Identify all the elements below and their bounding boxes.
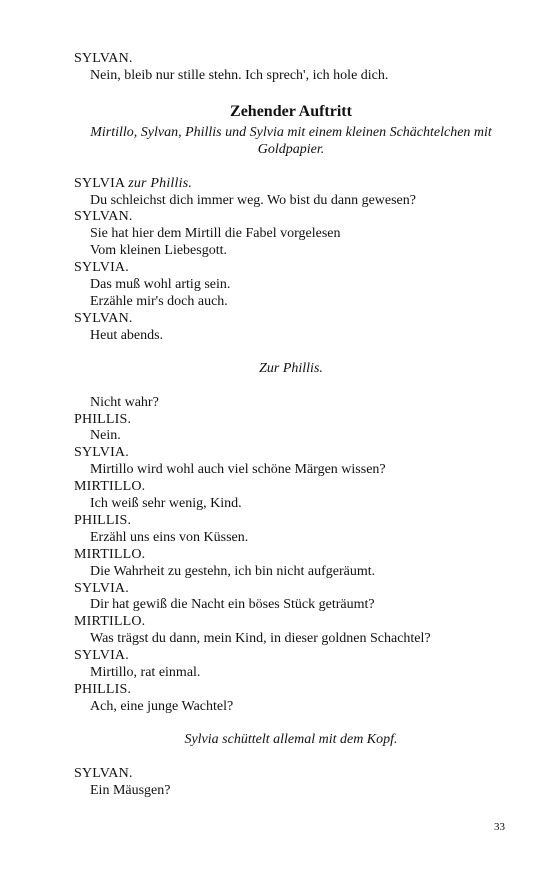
speaker-label: PHILLIS. [74,682,132,697]
speech-line [74,564,508,581]
page-number: 33 [494,821,505,833]
speech-text: Ach, eine junge Wachtel? [90,698,234,714]
speech-line [74,496,508,513]
speech-text: Mirtillo wird wohl auch viel schöne Märgen wissen? [90,462,386,478]
speech-text: Erzähle mir's doch auch. [90,293,228,309]
speaker-label: SYLVIA. [74,648,129,664]
speech-line [74,395,508,412]
speaker-name [74,547,508,564]
speech-text: Nicht wahr? [90,394,159,410]
speaker-label: PHILLIS. [74,411,132,427]
speech-line [74,294,508,311]
speaker-label: SYLVAN. [74,310,133,326]
speaker-name [74,648,508,665]
speaker-label: SYLVIA [74,175,125,191]
speaker-label: MIRTILLO. [74,614,146,630]
speaker-label: SYLVAN. [74,209,133,225]
speech-text: Du schleichst dich immer weg. Wo bist du dann gewesen? [90,192,416,208]
speech-line [74,68,508,85]
speech-text: Ein Mäusgen? [90,782,171,798]
dialogue-block-2 [74,176,508,345]
speech-text: Nein. [90,428,121,444]
scene-heading: Zehender Auftritt [230,102,352,120]
speech-line [74,193,508,210]
speaker-label: MIRTILLO. [74,479,146,495]
speech-text: Nein, bleib nur stille stehn. Ich sprech', ich hole dich. [90,67,389,83]
speaker-name [74,614,508,631]
speech-line [74,631,508,648]
speech-line [74,226,508,243]
speaker-aside: zur Phillis. [128,175,193,191]
speech-line [74,783,508,800]
stage-direction-sylvia-shakes-head: Sylvia schüttelt allemal mit dem Kopf. [184,731,398,747]
play-text [74,51,508,800]
speech-text: Erzähl uns eins von Küssen. [90,529,249,545]
speech-line [74,243,508,260]
speaker-name [74,260,508,277]
speech-line [74,428,508,445]
speech-line [74,462,508,479]
speaker-name [74,479,508,496]
speech-line [74,277,508,294]
speech-line [74,328,508,345]
speaker-name [74,682,508,699]
speaker-name [74,176,508,193]
speaker-name [74,766,508,783]
speaker-name [74,209,508,226]
speaker-name [74,51,508,68]
speech-text: Das muß wohl artig sein. [90,277,231,293]
speaker-label: PHILLIS. [74,512,132,528]
speech-line [74,530,508,547]
dialogue-block-4 [74,766,508,800]
speaker-label: SYLVIA. [74,580,129,596]
speech-text: Mirtillo, rat einmal. [90,665,201,681]
speech-text: Vom kleinen Liebesgott. [90,243,227,259]
speaker-name [74,513,508,530]
speech-line [74,699,508,716]
speech-text: Ich weiß sehr wenig, Kind. [90,496,242,512]
speaker-label: SYLVIA. [74,445,129,461]
speech-text: Was trägst du dann, mein Kind, in dieser goldnen Schachtel? [90,631,431,647]
speech-text: Dir hat gewiß die Nacht ein böses Stück geträumt? [90,597,375,613]
speaker-label: SYLVAN. [74,765,133,781]
speech-line [74,597,508,614]
speaker-label: SYLVIA. [74,260,129,276]
speaker-name [74,311,508,328]
speaker-name [74,412,508,429]
speaker-name [74,445,508,462]
stage-direction-zur-phillis: Zur Phillis. [259,360,323,376]
speech-text: Heut abends. [90,327,164,343]
speech-line [74,665,508,682]
speech-text: Sie hat hier dem Mirtill die Fabel vorgelesen [90,226,341,242]
dialogue-block-1 [74,51,508,85]
speech-text: Die Wahrheit zu gestehn, ich bin nicht aufgeräumt. [90,563,376,579]
dialogue-block-3 [74,395,508,716]
speaker-label: MIRTILLO. [74,546,146,562]
speaker-name [74,581,508,598]
scene-stage-direction: Mirtillo, Sylvan, Phillis und Sylvia mit einem kleinen Schächtelchen mit Goldpapier. [90,124,492,157]
speaker-label: SYLVAN. [74,51,133,66]
